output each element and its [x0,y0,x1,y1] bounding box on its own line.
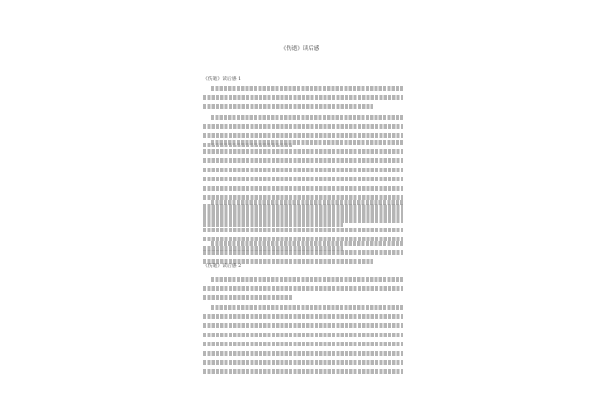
text-line [203,209,403,214]
text-line [203,149,403,154]
text-line [211,86,403,91]
section-heading-2: 《伤逝》读后感 2 [203,264,242,269]
text-line [203,95,403,100]
paragraph [203,305,403,379]
paragraph [203,86,403,114]
text-line [203,286,403,291]
text-line [203,351,403,356]
text-line [211,140,403,145]
text-line [203,124,403,129]
text-line [203,186,403,191]
text-line [203,295,293,300]
text-line [203,177,403,182]
text-line [203,369,403,374]
text-line [203,360,403,365]
paragraph [203,277,403,305]
text-line [203,342,403,347]
text-line [211,115,403,120]
text-line [203,158,403,163]
text-line [203,250,403,255]
text-line [203,323,403,328]
text-line [211,277,403,282]
text-line [203,218,403,223]
text-line [203,314,403,319]
text-line [203,228,403,233]
text-line [203,133,403,138]
text-line [211,200,403,205]
text-line [203,168,403,173]
text-line [203,104,373,109]
text-line [211,241,403,246]
text-line [203,333,403,338]
section-heading-1: 《伤逝》读后感 1 [203,77,242,82]
document-title: 《伤逝》读后感 [280,46,320,52]
text-line [211,305,403,310]
